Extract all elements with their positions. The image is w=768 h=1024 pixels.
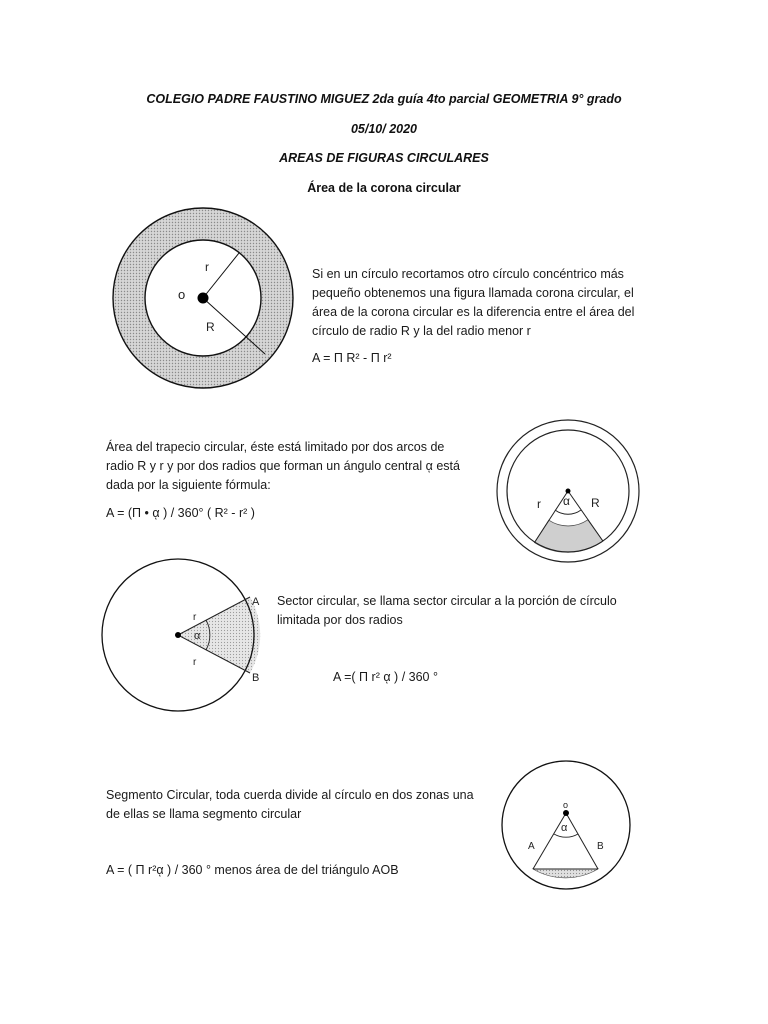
sector-line-2: limitada por dos radios (277, 613, 403, 627)
document-topic: AREAS DE FIGURAS CIRCULARES (279, 151, 489, 165)
trapecio-label-alpha: α (563, 494, 570, 508)
trapecio-circular-diagram (493, 416, 643, 566)
corona-label-R: R (206, 320, 215, 334)
section-heading-corona: Área de la corona circular (307, 181, 461, 195)
document-date: 05/10/ 2020 (350, 122, 418, 136)
corona-circular-diagram (108, 203, 298, 393)
sector-circular-diagram (100, 560, 280, 720)
corona-formula: A = Π R² - Π r² (312, 351, 392, 365)
segmento-shaded-region (533, 869, 598, 878)
segmento-label-A: A (528, 841, 535, 852)
sector-shaded-region (178, 597, 260, 673)
trapecio-description (106, 438, 460, 495)
trapecio-line-1: Área del trapecio circular, éste está limitado por dos arcos de (106, 440, 445, 454)
sector-line-1: Sector circular, se llama sector circular a la porción de círculo (277, 594, 617, 608)
trapecio-formula: A = (Π • ᾳ ) / 360° ( R² - r² ) (106, 506, 255, 520)
sector-center-point (175, 632, 181, 638)
segmento-label-alpha: α (561, 822, 568, 834)
corona-line-4: círculo de radio R y la del radio menor r (312, 324, 531, 338)
segmento-label-B: B (597, 841, 604, 852)
document-title: COLEGIO PADRE FAUSTINO MIGUEZ 2da guía 4to parcial GEOMETRIA 9° grado (146, 92, 622, 106)
segmento-side-right (566, 813, 598, 869)
segmento-formula: A = ( Π r²ᾳ ) / 360 ° menos área de del triángulo AOB (106, 863, 399, 877)
corona-line-3: área de la corona circular es la diferencia entre el área del (312, 305, 635, 319)
sector-label-A: A (252, 596, 260, 608)
corona-line-1: Si en un círculo recortamos otro círculo concéntrico más (312, 267, 624, 281)
trapecio-line-2: radio R y r y por dos radios que forman un ángulo central ᾳ está (106, 459, 460, 473)
corona-line-2: pequeño obtenemos una figura llamada corona circular, el (312, 286, 634, 300)
segmento-line-2: de ellas se llama segmento circular (106, 807, 302, 821)
trapecio-center-point (566, 489, 571, 494)
sector-description (277, 592, 617, 630)
sector-label-r-bottom: r (193, 657, 197, 668)
corona-description (312, 265, 634, 341)
sector-formula: A =( Π r² ᾳ ) / 360 ° (333, 670, 438, 684)
corona-label-r: r (205, 260, 209, 274)
segmento-circular-diagram (500, 758, 640, 898)
trapecio-angle-arc (555, 510, 581, 514)
segmento-description (106, 786, 474, 824)
segmento-label-o: o (563, 800, 569, 810)
segmento-center-point (563, 810, 569, 816)
corona-label-o: o (178, 287, 186, 302)
trapecio-label-R: R (591, 496, 600, 510)
sector-label-alpha: α (194, 630, 201, 642)
sector-label-B: B (252, 672, 260, 684)
trapecio-line-3: dada por la siguiente fórmula: (106, 478, 271, 492)
sector-label-r-top: r (193, 612, 197, 623)
segmento-line-1: Segmento Circular, toda cuerda divide al círculo en dos zonas una (106, 788, 474, 802)
trapecio-label-r: r (537, 497, 541, 511)
segmento-angle-arc (554, 834, 578, 837)
corona-center-point (198, 293, 209, 304)
